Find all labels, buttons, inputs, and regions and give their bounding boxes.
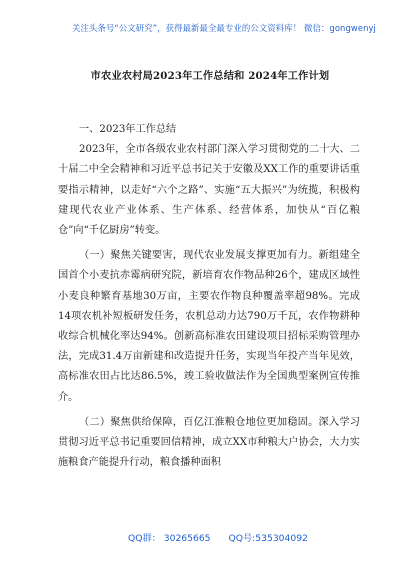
document-body — [58, 120, 360, 473]
footer-qq-number: QQ号:535304092 — [228, 533, 308, 544]
paragraph-section-1: （一）聚焦关键要害，现代农业发展支撑更加有力。新组建全国首个小麦抗赤霉病研究院，新培育农作物品种26个，建成区域性小麦良种繁育基地30万亩，主要农作物良种覆盖率超98%。完成14项农机补短板研发任务，农机总动力达790万千瓦，农作物耕种收综合机械化率达94%。创新高标准农田建设项目招标采购管理办法，完成31.4万亩新建和改造提升任务，实现当年投产当年见效，高标准农田占比达86.5%，竣工验收做法作为全国典型案例宣传推介。 — [58, 250, 360, 403]
paragraph-section-2: （二）聚焦供给保障，百亿江淮粮仓地位更加稳固。深入学习贯彻习近平总书记重要回信精神，成立XX市种粮大户协会，大力实施粮食产能提升行动，粮食播种面积 — [58, 416, 360, 469]
footer-contact — [128, 533, 328, 545]
document-title: 市农业农村局2023年工作总结和 2024年工作计划 — [90, 70, 330, 82]
paragraph-intro: 2023年，全市各级农业农村部门深入学习贯彻党的二十大、二十届二中全会精神和习近平总书记关于安徽及XX工作的重要讲话重要指示精神，以走好“六个之路”、实施“五大振兴”为统揽，积极构建现代农业产业体系、生产体系、经营体系，加快从“百亿粮仓”向“千亿厨房”转变。 — [58, 144, 360, 237]
footer-qq-group: QQ群： 30265665 — [128, 533, 211, 544]
header-promo-text: 关注头条号“公文研究”，获得最新最全最专业的公文资料库！ 微信：gongwenyj — [72, 23, 376, 33]
section-heading: 一、2023年工作总结 — [79, 124, 177, 135]
